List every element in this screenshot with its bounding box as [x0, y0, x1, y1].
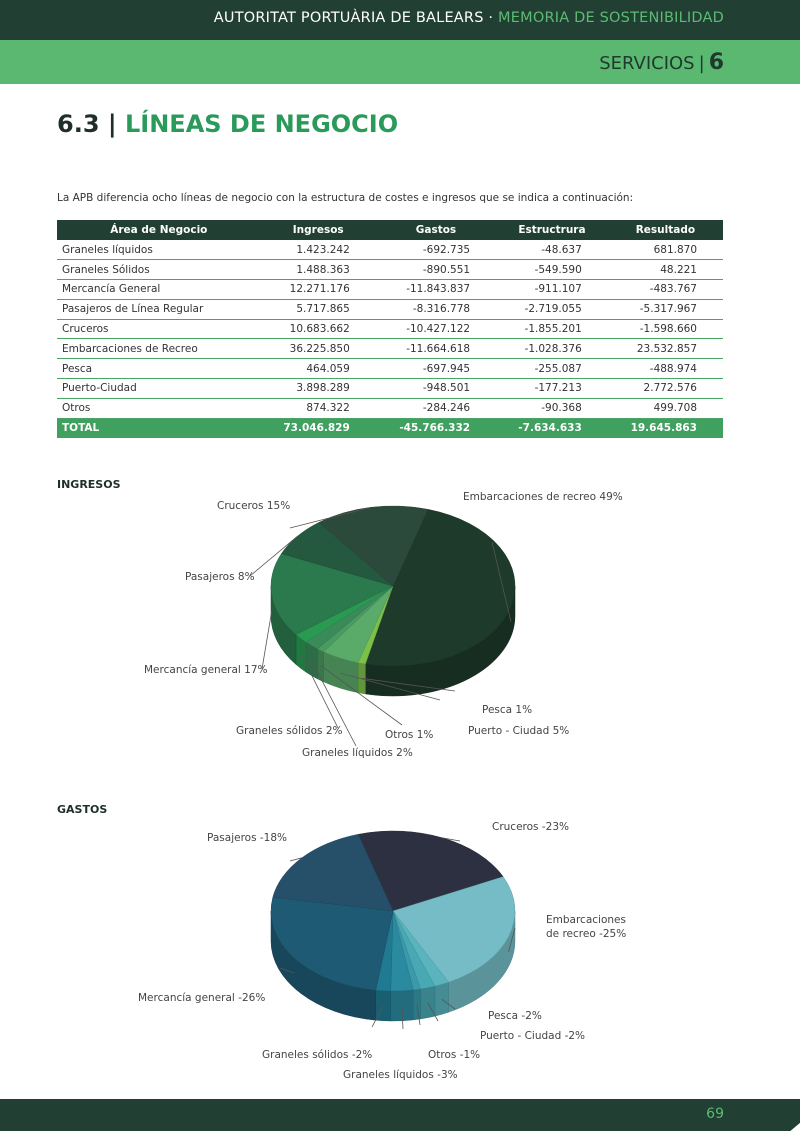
heading-number: 6.3 — [57, 110, 100, 138]
table-cell: -5.317.967 — [608, 299, 723, 319]
table-cell: Graneles Sólidos — [57, 260, 261, 280]
table-cell: -2.719.055 — [496, 299, 608, 319]
pie-slice-label: Graneles sólidos 2% — [236, 725, 343, 737]
table-row — [57, 240, 723, 260]
table-cell: -8.316.778 — [376, 299, 496, 319]
pie-slice-label: Cruceros 15% — [217, 500, 291, 512]
pie-side-segment — [421, 986, 435, 1019]
pie-slice-label: Graneles sólidos -2% — [262, 1049, 373, 1061]
heading-title: LÍNEAS DE NEGOCIO — [125, 110, 399, 138]
table-header-row — [57, 220, 723, 240]
table-cell: -177.213 — [496, 379, 608, 399]
table-cell: -284.246 — [376, 398, 496, 418]
table-cell: 1.423.242 — [261, 240, 376, 260]
total-cell: -7.634.633 — [496, 418, 608, 438]
table-row — [57, 398, 723, 418]
pie-side-segment — [413, 989, 420, 1020]
table-cell: 3.898.289 — [261, 379, 376, 399]
column-header: Ingresos — [261, 220, 376, 240]
pie-slice-label: Mercancía general -26% — [138, 992, 266, 1004]
table-cell: Embarcaciones de Recreo — [57, 339, 261, 359]
table-cell: -483.767 — [608, 280, 723, 300]
table-cell: 5.717.865 — [261, 299, 376, 319]
intro-paragraph: La APB diferencia ocho líneas de negocio con la estructura de costes e ingresos que se indica a continuación: — [57, 192, 634, 204]
pie-slice-label: Graneles líquidos -3% — [343, 1069, 458, 1081]
table-cell: -488.974 — [608, 359, 723, 379]
table-cell: Otros — [57, 398, 261, 418]
table-cell: -1.598.660 — [608, 319, 723, 339]
org-name: AUTORITAT PORTUÀRIA DE BALEARS — [213, 10, 484, 26]
table-cell: -948.501 — [376, 379, 496, 399]
pie-leader-line — [262, 610, 272, 669]
section-number: 6 — [708, 50, 724, 75]
table-row — [57, 299, 723, 319]
section-divider: | — [698, 53, 705, 74]
table-cell: 874.322 — [261, 398, 376, 418]
pie-slice-label: Otros 1% — [385, 729, 434, 741]
pie-slice-label: Cruceros -23% — [492, 821, 569, 833]
pie-side-segment — [435, 982, 449, 1016]
total-cell: 73.046.829 — [261, 418, 376, 438]
table-total-row — [57, 418, 723, 438]
report-name: MEMORIA DE SOSTENIBILIDAD — [498, 10, 724, 26]
section-bar — [0, 40, 800, 84]
pie-slice-label: Mercancía general 17% — [144, 664, 268, 676]
total-cell: -45.766.332 — [376, 418, 496, 438]
table-cell: 499.708 — [608, 398, 723, 418]
column-header: Área de Negocio — [57, 220, 261, 240]
page-number: 69 — [706, 1106, 724, 1122]
table-row — [57, 280, 723, 300]
gastos-chart-title: GASTOS — [57, 803, 108, 816]
column-header: Gastos — [376, 220, 496, 240]
table-row — [57, 379, 723, 399]
pie-slice-label: Otros -1% — [428, 1049, 481, 1061]
section-label: SERVICIOS — [599, 53, 695, 74]
table-cell: 681.870 — [608, 240, 723, 260]
pie-side-segment — [391, 990, 413, 1021]
table-body — [57, 240, 723, 438]
table-cell: Puerto-Ciudad — [57, 379, 261, 399]
column-header: Resultado — [608, 220, 723, 240]
table-cell: Pasajeros de Línea Regular — [57, 299, 261, 319]
table-cell: 48.221 — [608, 260, 723, 280]
pie-slice-label: Embarcaciones — [546, 914, 626, 926]
table-cell: -11.664.618 — [376, 339, 496, 359]
table-cell: -911.107 — [496, 280, 608, 300]
pie-slice-label: Pesca 1% — [482, 704, 533, 716]
ingresos-chart-title: INGRESOS — [57, 478, 121, 491]
table-cell: -692.735 — [376, 240, 496, 260]
table-cell: 23.532.857 — [608, 339, 723, 359]
ingresos-pie-chart — [0, 478, 800, 768]
table-cell: 10.683.662 — [261, 319, 376, 339]
page-heading: 6.3 | LÍNEAS DE NEGOCIO — [57, 110, 399, 138]
table-cell: -90.368 — [496, 398, 608, 418]
report-title — [214, 10, 724, 26]
pie-slice-label: Pesca -2% — [488, 1010, 542, 1022]
top-header-bar — [0, 0, 800, 40]
table-cell: Graneles líquidos — [57, 240, 261, 260]
total-cell: 19.645.863 — [608, 418, 723, 438]
pie-slice-label: Pasajeros 8% — [185, 571, 255, 583]
table-cell: 464.059 — [261, 359, 376, 379]
table-cell: 1.488.363 — [261, 260, 376, 280]
pie-slice-label: Embarcaciones de recreo 49% — [463, 491, 623, 503]
total-cell: TOTAL — [57, 418, 261, 438]
table-cell: 36.225.850 — [261, 339, 376, 359]
footer-stripe — [787, 1099, 800, 1131]
table-row — [57, 339, 723, 359]
pie-slice-label: Pasajeros -18% — [207, 832, 288, 844]
pie-slice-label: Puerto - Ciudad -2% — [480, 1030, 586, 1042]
table-cell: -10.427.122 — [376, 319, 496, 339]
pie-slice-label: Graneles líquidos 2% — [302, 747, 413, 759]
table-cell: -549.590 — [496, 260, 608, 280]
table-cell: Mercancía General — [57, 280, 261, 300]
table-cell: -255.087 — [496, 359, 608, 379]
table-cell: Pesca — [57, 359, 261, 379]
table-cell: -11.843.837 — [376, 280, 496, 300]
pie-slice-label: Puerto - Ciudad 5% — [468, 725, 570, 737]
table-cell: -890.551 — [376, 260, 496, 280]
pie-slice-label: de recreo -25% — [546, 928, 627, 940]
table-cell: 12.271.176 — [261, 280, 376, 300]
table-cell: -697.945 — [376, 359, 496, 379]
table-cell: Cruceros — [57, 319, 261, 339]
table-row — [57, 260, 723, 280]
table-cell: -1.855.201 — [496, 319, 608, 339]
business-lines-table — [57, 220, 723, 438]
title-separator: · — [483, 10, 499, 26]
table-row — [57, 359, 723, 379]
table-row — [57, 319, 723, 339]
footer-bar — [0, 1099, 800, 1131]
section-indicator — [599, 50, 724, 75]
table-cell: -1.028.376 — [496, 339, 608, 359]
table-cell: -48.637 — [496, 240, 608, 260]
gastos-pie-chart — [0, 803, 800, 1093]
table-cell: 2.772.576 — [608, 379, 723, 399]
column-header: Estructrura — [496, 220, 608, 240]
